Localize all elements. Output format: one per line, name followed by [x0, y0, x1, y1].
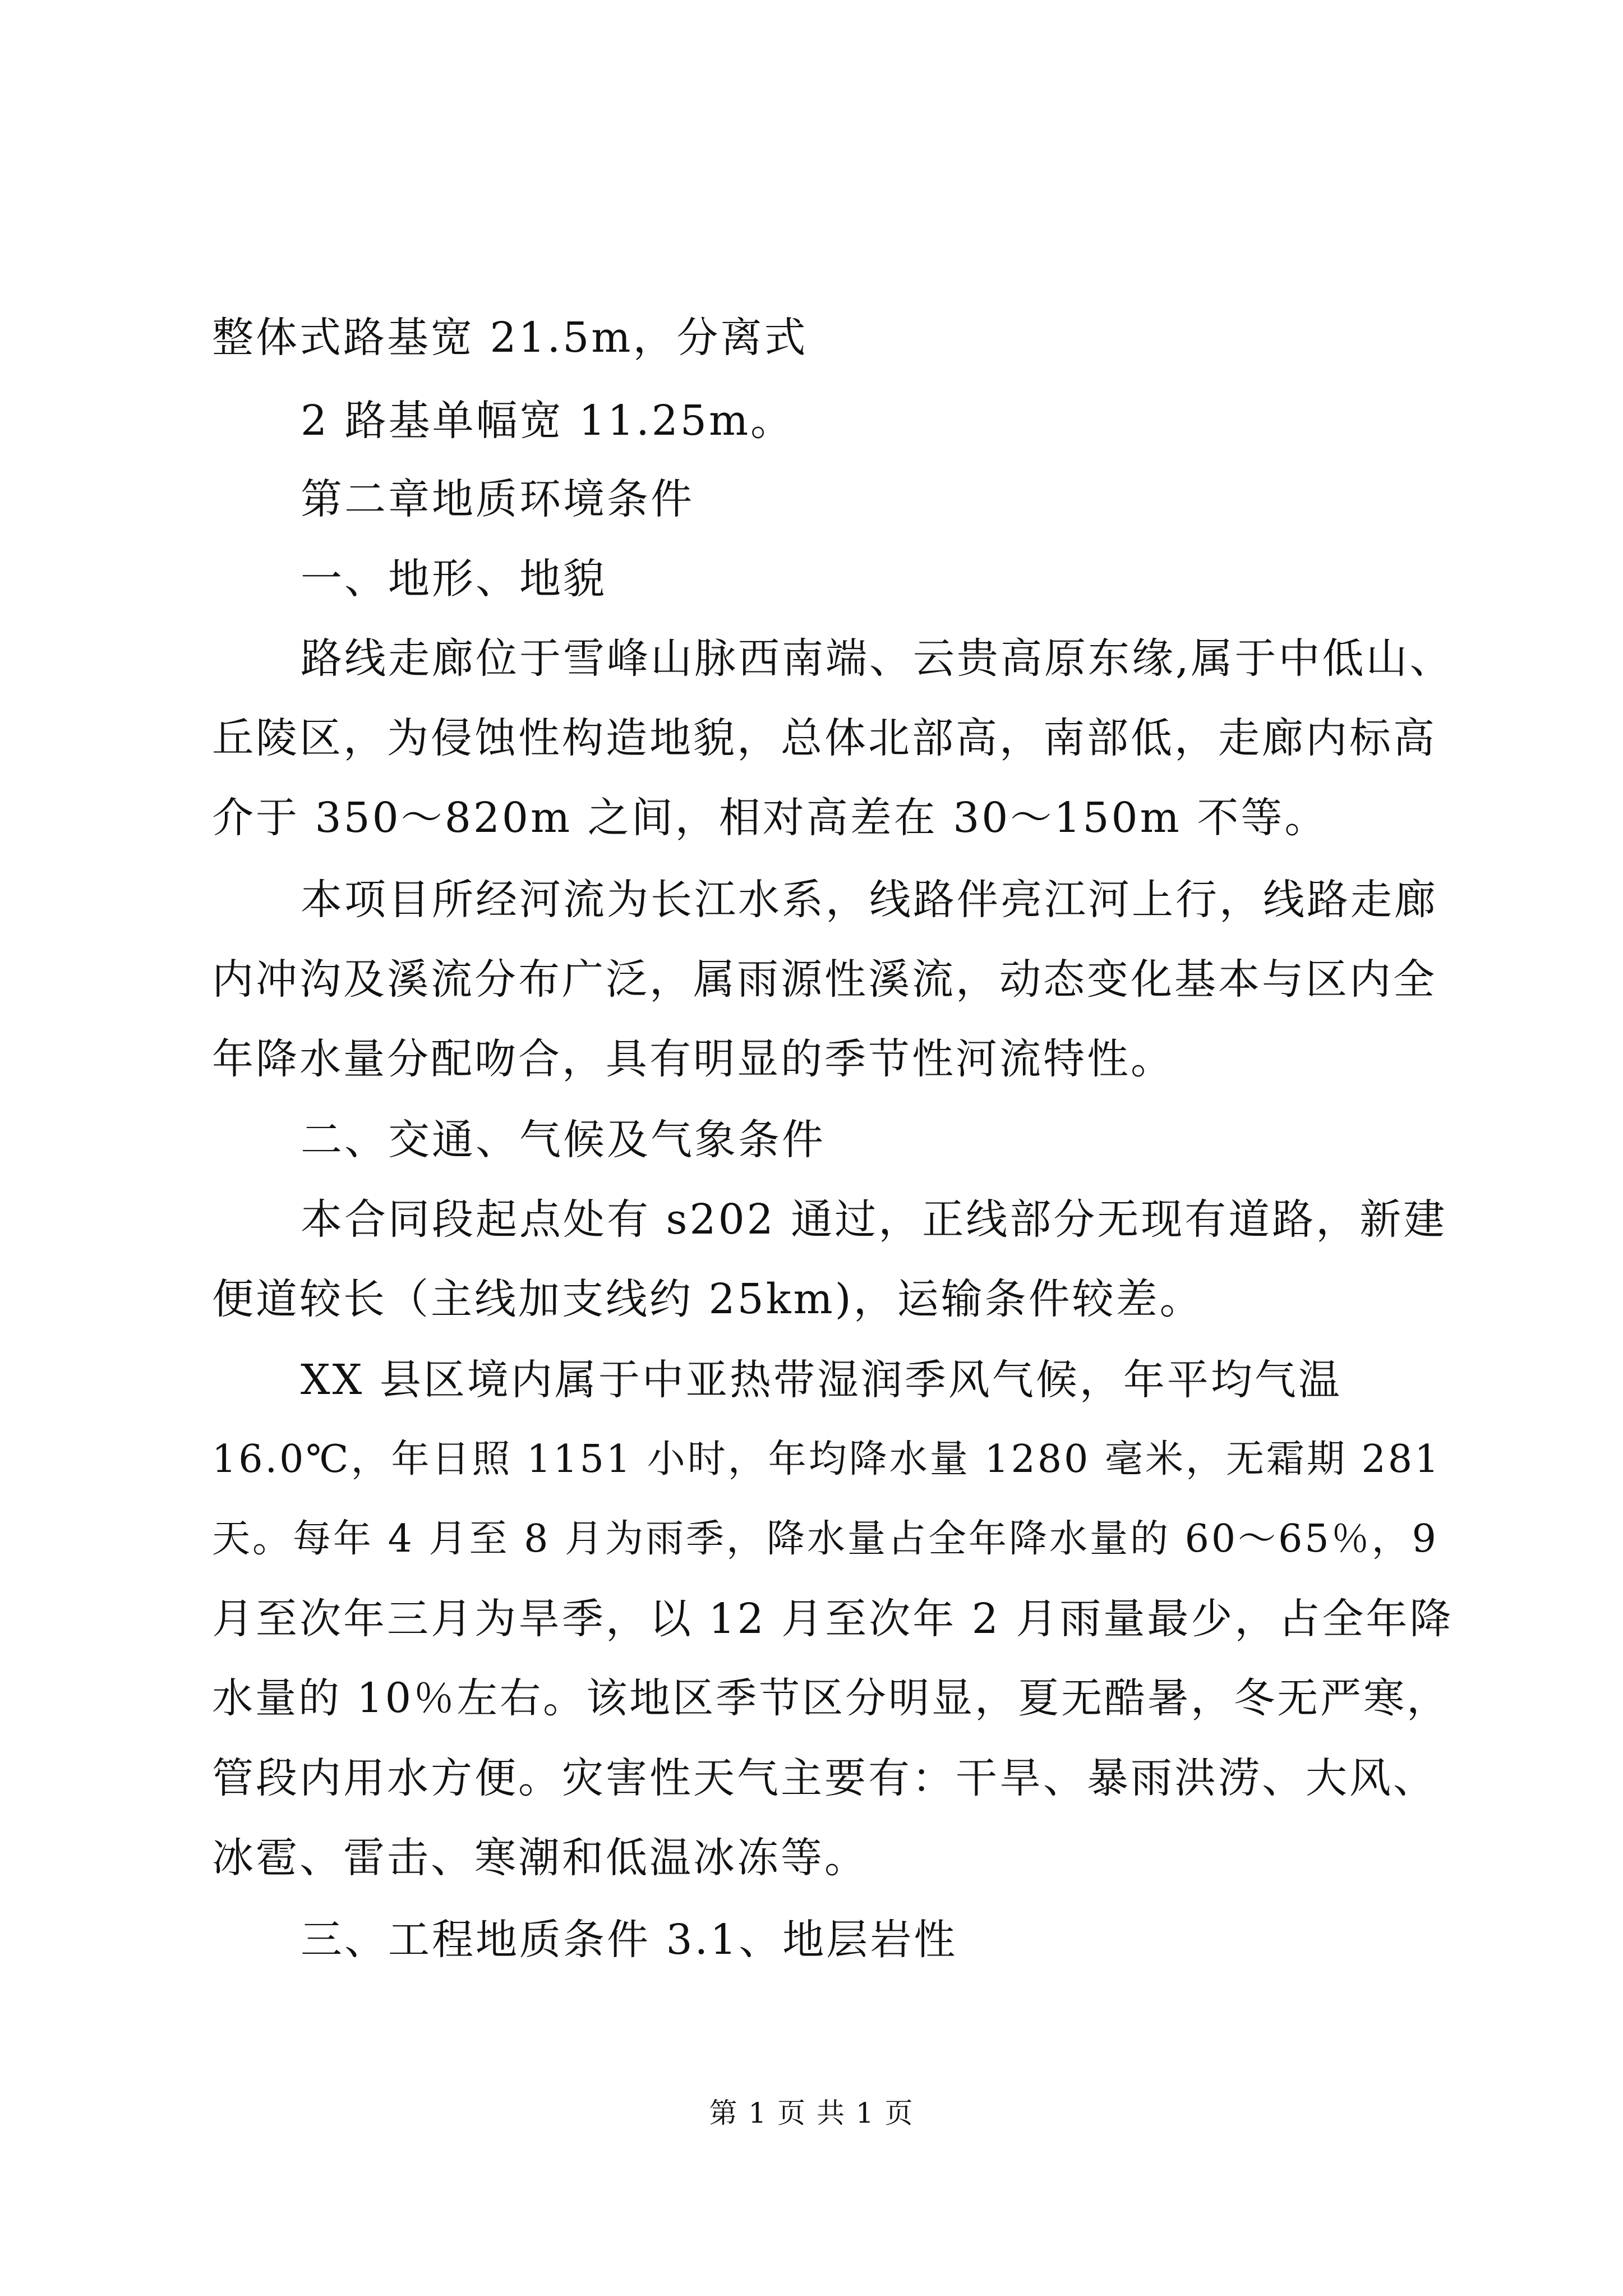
text-line-20: 冰雹、雷击、寒潮和低温冰冻等。: [212, 1834, 868, 1882]
section-heading-geology: 三、工程地质条件 3.1、地层岩性: [301, 1916, 958, 1964]
text-line-6: 丘陵区，为侵蚀性构造地貌，总体北部高，南部低，走廊内标高: [212, 714, 1437, 762]
text-line-14: XX 县区境内属于中亚热带湿润季风气候，年平均气温: [301, 1356, 1342, 1404]
text-line-13: 便道较长（主线加支线约 25km)，运输条件较差。: [212, 1275, 1204, 1323]
section-heading-terrain: 一、地形、地貌: [301, 555, 607, 603]
text-line-12: 本合同段起点处有 s202 通过，正线部分无现有道路，新建: [301, 1195, 1447, 1244]
chapter-heading: 第二章地质环境条件: [301, 475, 694, 523]
text-line-9: 内冲沟及溪流分布广泛，属雨源性溪流，动态变化基本与区内全: [212, 955, 1437, 1004]
text-line-8: 本项目所经河流为长江水系，线路伴亮江河上行，线路走廊: [301, 876, 1438, 924]
text-line-1: 整体式路基宽 21.5m，分离式: [212, 314, 808, 362]
text-line-2: 2 路基单幅宽 11.25m。: [301, 397, 795, 445]
text-line-5: 路线走廊位于雪峰山脉西南端、云贵高原东缘,属于中低山、: [301, 634, 1454, 683]
text-line-7: 介于 350～820m 之间，相对高差在 30～150m 不等。: [212, 794, 1329, 842]
text-line-18: 水量的 10％左右。该地区季节区分明显，夏无酷暑，冬无严寒，: [212, 1674, 1450, 1722]
text-line-17: 月至次年三月为旱季，以 12 月至次年 2 月雨量最少，占全年降: [212, 1595, 1454, 1643]
section-heading-climate: 二、交通、气候及气象条件: [301, 1116, 826, 1164]
text-line-19: 管段内用水方便。灾害性天气主要有：干旱、暴雨洪涝、大风、: [212, 1754, 1437, 1802]
page-footer: 第 1 页 共 1 页: [709, 2097, 914, 2129]
text-line-15: 16.0℃，年日照 1151 小时，年均降水量 1280 毫米，无霜期 281: [212, 1437, 1441, 1481]
text-line-16: 天。每年 4 月至 8 月为雨季，降水量占全年降水量的 60～65％，9: [212, 1517, 1438, 1561]
text-line-10: 年降水量分配吻合，具有明显的季节性河流特性。: [212, 1035, 1174, 1083]
